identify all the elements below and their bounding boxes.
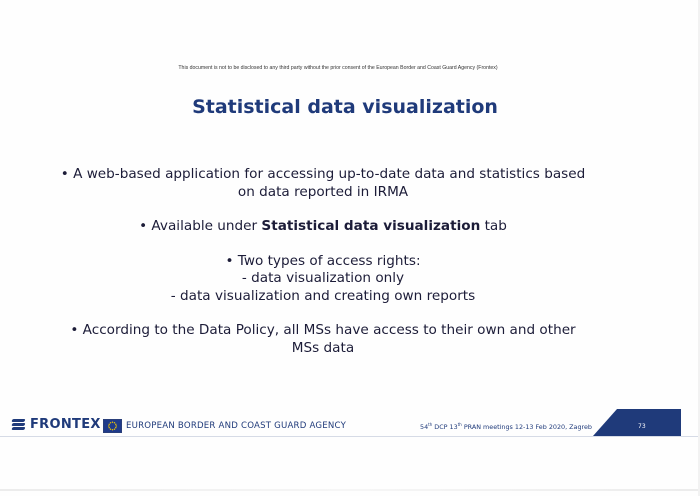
meeting-details: PRAN meetings 12-13 Feb 2020, Zagreb (461, 423, 592, 432)
bullet-text-suffix: tab (480, 218, 507, 234)
page-number-tab (593, 409, 681, 436)
bullet-sub-item: - data visualization only (241, 270, 405, 286)
meeting-info (420, 422, 592, 431)
bullet-data-policy (0, 322, 646, 357)
bullet-text-line: MSs data (291, 339, 355, 356)
bullet-text-line: on data reported in IRMA (237, 183, 409, 200)
meeting-dcp: DCP 13 (432, 423, 458, 432)
frontex-logo-text: FRONTEX (30, 417, 101, 432)
scan-edge (0, 489, 700, 491)
ordinal-suffix: th (428, 422, 433, 427)
meeting-number: 54 (420, 423, 429, 432)
bullet-text-prefix: • Available under (139, 218, 262, 234)
bullet-sub-item: - data visualization and creating own reports (170, 287, 476, 304)
bullet-text-line: • A web-based application for accessing up-to-date data and statistics based (60, 166, 586, 182)
frontex-logo (12, 417, 101, 432)
agency-name: EUROPEAN BORDER AND COAST GUARD AGENCY (126, 421, 347, 431)
slide-body (0, 166, 646, 357)
slide-title: Statistical data visualization (192, 96, 498, 118)
frontex-wave-icon (12, 419, 25, 430)
eu-flag-icon (103, 419, 122, 433)
bullet-text-line: • Two types of access rights: (225, 252, 421, 269)
bullet-available-under (0, 218, 646, 236)
bullet-text-bold: Statistical data visualization (261, 218, 481, 234)
ordinal-suffix: th (457, 422, 462, 427)
confidentiality-disclaimer: This document is not to be disclosed to any third party without the prior consent of the European Border and Coast Guard Agency (Frontex) (178, 65, 498, 71)
page-number: 73 (638, 423, 646, 430)
bullet-access-rights (0, 253, 646, 306)
footer-divider (0, 436, 700, 437)
bullet-text-line: • According to the Data Policy, all MSs have access to their own and other (70, 322, 576, 338)
bullet-web-application (0, 166, 646, 201)
